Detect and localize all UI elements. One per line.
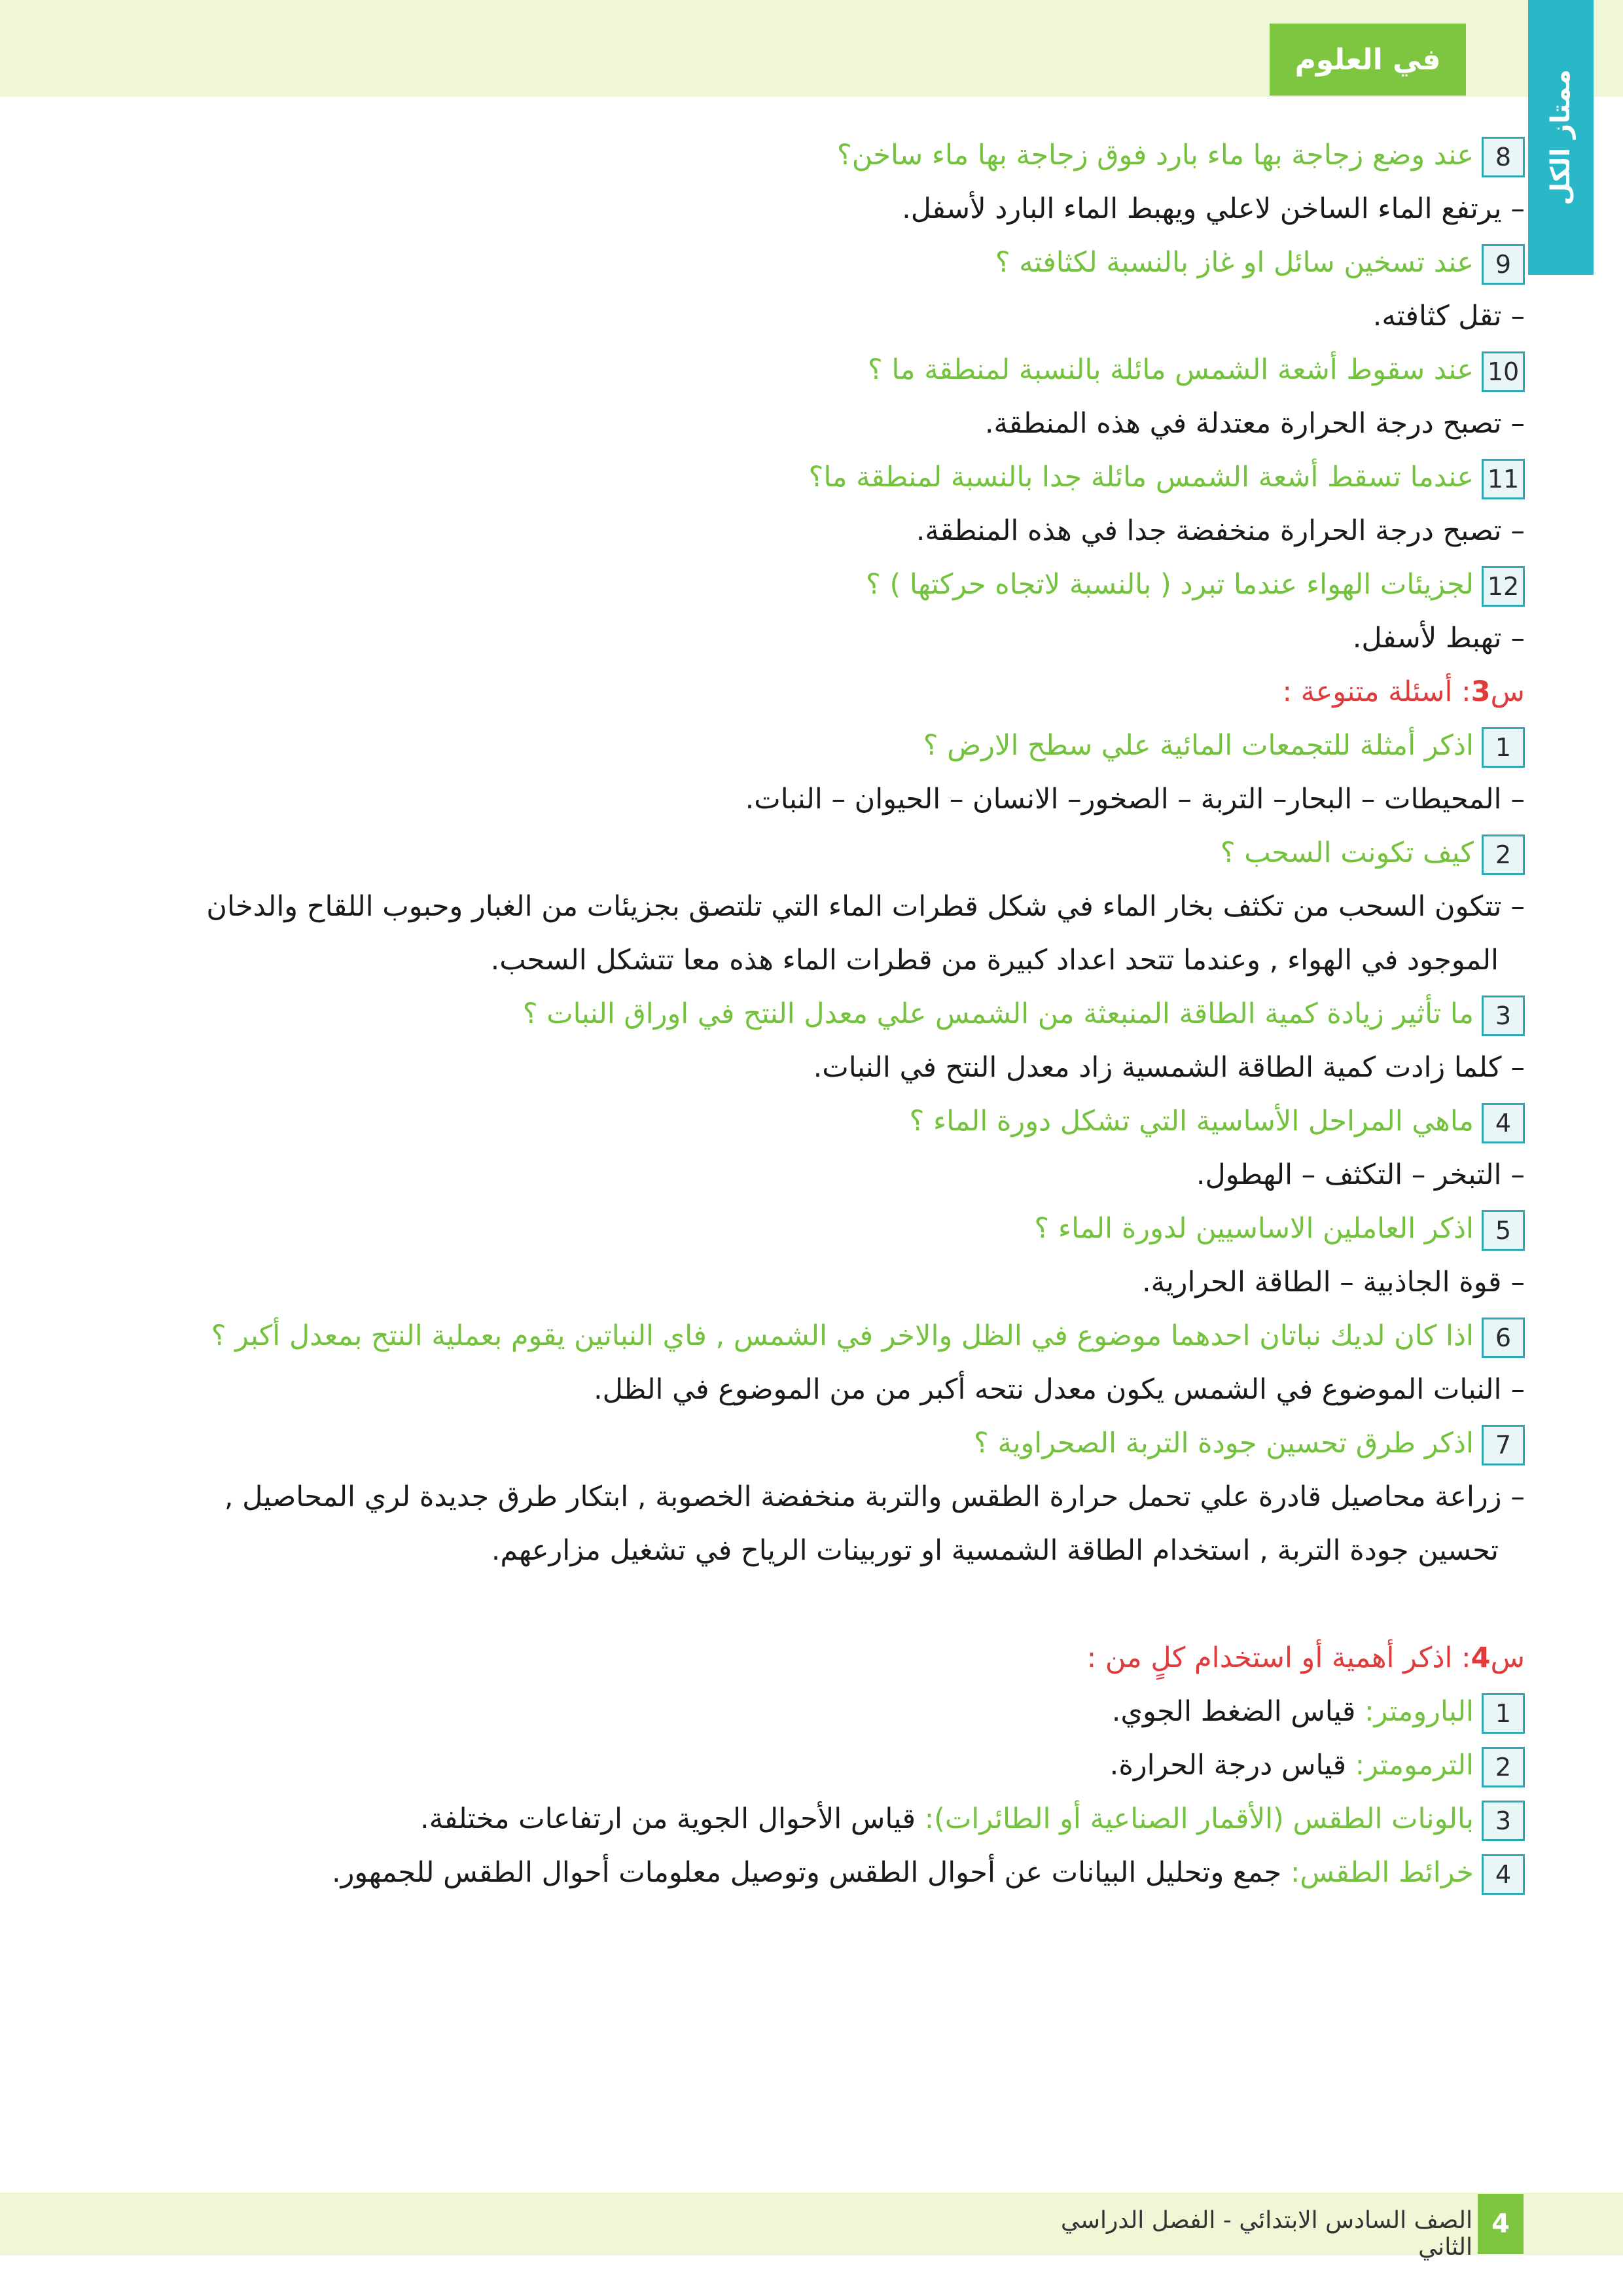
spacer — [98, 1577, 1525, 1631]
answer-line — [98, 880, 1525, 933]
answer-line — [98, 1041, 1525, 1094]
question-line — [98, 719, 1525, 772]
line-text: اذكر أمثلة للتجمعات المائية علي سطح الارض ؟ — [923, 729, 1474, 762]
answer-line — [98, 397, 1525, 450]
line-text: عند وضع زجاجة بها ماء بارد فوق زجاجة بها ماء ساخن؟ — [836, 139, 1474, 171]
definition-line — [98, 1685, 1525, 1738]
subject-tab: في العلوم — [1270, 24, 1466, 96]
line-text: ما تأثير زيادة كمية الطاقة المنبعثة من الشمس علي معدل النتح في اوراق النبات ؟ — [522, 997, 1474, 1030]
line-text: تقل كثافته. — [1372, 300, 1502, 332]
dash-marker: – — [1510, 407, 1525, 440]
line-text: كلما زادت كمية الطاقة الشمسية زاد معدل النتح في النبات. — [813, 1051, 1502, 1084]
dash-marker: – — [1510, 1373, 1525, 1406]
line-text: زراعة محاصيل قادرة علي تحمل حرارة الطقس والتربة منخفضة الخصوبة , ابتكار طرق جديدة لري المحاصيل , — [224, 1480, 1502, 1513]
question-number: 9 — [1482, 244, 1525, 285]
line-text: لجزيئات الهواء عندما تبرد ( بالنسبة لاتجاه حركتها ) ؟ — [866, 568, 1474, 601]
answer-line — [98, 1524, 1525, 1577]
section-heading — [98, 665, 1525, 719]
dash-marker: – — [1510, 514, 1525, 547]
page-content — [98, 128, 1525, 1899]
line-text: قياس درجة الحرارة. — [1109, 1749, 1355, 1782]
answer-line — [98, 1363, 1525, 1416]
question-number: 3 — [1482, 996, 1525, 1036]
answer-line — [98, 504, 1525, 558]
question-line — [98, 558, 1525, 611]
line-text: قوة الجاذبية – الطاقة الحرارية. — [1142, 1266, 1502, 1299]
question-number: 1 — [1482, 1693, 1525, 1734]
question-number: 4 — [1482, 1103, 1525, 1143]
question-number: 2 — [1482, 834, 1525, 875]
dash-marker: – — [1510, 1158, 1525, 1191]
line-text: اذا كان لديك نباتان احدهما موضوع في الظل والاخر في الشمس , فاي النباتين يقوم بعملية النتح بمعدل أكبر ؟ — [211, 1319, 1474, 1352]
question-line — [98, 450, 1525, 504]
question-number: 1 — [1482, 727, 1525, 768]
line-text: المحيطات – البحار– التربة – الصخور– الانسان – الحيوان – النبات. — [745, 783, 1502, 816]
line-text: النبات الموضوع في الشمس يكون معدل نتحه أكبر من من الموضوع في الظل. — [593, 1373, 1502, 1406]
line-text: جمع وتحليل البيانات عن أحوال الطقس وتوصيل معلومات أحوال الطقس للجمهور. — [332, 1856, 1291, 1889]
line-text: تتكون السحب من تكثف بخار الماء في شكل قطرات الماء التي تلتصق بجزيئات من الغبار وحبوب اللقاح والدخان — [206, 890, 1502, 923]
line-text: عند تسخين سائل او غاز بالنسبة لكثافته ؟ — [995, 246, 1474, 279]
question-line — [98, 1309, 1525, 1363]
line-text: عند سقوط أشعة الشمس مائلة بالنسبة لمنطقة ما ؟ — [867, 353, 1474, 386]
line-text: تصبح درجة الحرارة معتدلة في هذه المنطقة. — [984, 407, 1502, 440]
question-number: 2 — [1482, 1747, 1525, 1787]
question-line — [98, 1094, 1525, 1148]
answer-line — [98, 1148, 1525, 1202]
line-text: كيف تكونت السحب ؟ — [1220, 836, 1474, 869]
answer-line — [98, 933, 1525, 987]
question-number: 6 — [1482, 1318, 1525, 1358]
heading-prefix: س — [1490, 1641, 1525, 1674]
dash-marker: – — [1510, 783, 1525, 816]
line-text: قياس الضغط الجوي. — [1111, 1695, 1365, 1728]
line-text: تحسين جودة التربة , استخدام الطاقة الشمسية او توربينات الرياح في تشغيل مزارعهم. — [491, 1534, 1499, 1567]
line-text: اذكر طرق تحسين جودة التربة الصحراوية ؟ — [973, 1427, 1474, 1460]
question-line — [98, 987, 1525, 1041]
term-label: الترمومتر: — [1355, 1749, 1474, 1782]
line-text: تصبح درجة الحرارة منخفضة جدا في هذه المنطقة. — [916, 514, 1502, 547]
line-text: قياس الأحوال الجوية من ارتفاعات مختلفة. — [420, 1803, 925, 1835]
question-number: 5 — [1482, 1210, 1525, 1251]
line-text: : اذكر أهمية أو استخدام كلٍ من : — [1086, 1641, 1471, 1674]
question-number: 4 — [1482, 1854, 1525, 1895]
section-heading — [98, 1631, 1525, 1685]
brand-logo — [1528, 0, 1594, 275]
term-label: البارومتر: — [1364, 1695, 1474, 1728]
heading-number: 3 — [1471, 675, 1491, 708]
dash-marker: – — [1510, 622, 1525, 655]
question-line — [98, 236, 1525, 289]
answer-line — [98, 1470, 1525, 1524]
definition-line — [98, 1792, 1525, 1846]
dash-marker: – — [1510, 300, 1525, 332]
line-text: اذكر العاملين الاساسيين لدورة الماء ؟ — [1034, 1212, 1474, 1245]
dash-marker: – — [1510, 192, 1525, 225]
question-line — [98, 826, 1525, 880]
line-text: ماهي المراحل الأساسية التي تشكل دورة الماء ؟ — [909, 1105, 1474, 1138]
question-number: 8 — [1482, 137, 1525, 177]
term-label: بالونات الطقس (الأقمار الصناعية أو الطائرات): — [924, 1803, 1474, 1835]
line-text: : أسئلة متنوعة : — [1282, 675, 1471, 708]
line-text: عندما تسقط أشعة الشمس مائلة جدا بالنسبة لمنطقة ما؟ — [808, 461, 1474, 493]
line-text: تهبط لأسفل. — [1352, 622, 1502, 655]
dash-marker: – — [1510, 1266, 1525, 1299]
question-number: 3 — [1482, 1801, 1525, 1841]
question-line — [98, 128, 1525, 182]
dash-marker: – — [1510, 890, 1525, 923]
answer-line — [98, 611, 1525, 665]
page-number: 4 — [1478, 2194, 1524, 2254]
question-line — [98, 1416, 1525, 1470]
line-text: التبخر – التكثف – الهطول. — [1196, 1158, 1502, 1191]
line-text: الموجود في الهواء , وعندما تتحد اعداد كبيرة من قطرات الماء هذه معا تتشكل السحب. — [490, 944, 1499, 977]
question-line — [98, 343, 1525, 397]
brand-text: ممتاز الكل — [1546, 69, 1576, 206]
answer-line — [98, 772, 1525, 826]
footer-text: الصف السادس الابتدائي - الفصل الدراسي الثاني — [1060, 2207, 1472, 2261]
heading-number: 4 — [1471, 1641, 1491, 1674]
definition-line — [98, 1738, 1525, 1792]
question-line — [98, 1202, 1525, 1255]
answer-line — [98, 182, 1525, 236]
line-text: يرتفع الماء الساخن لاعلي ويهبط الماء البارد لأسفل. — [902, 192, 1502, 225]
dash-marker: – — [1510, 1051, 1525, 1084]
question-number: 10 — [1482, 351, 1525, 392]
heading-prefix: س — [1490, 675, 1525, 708]
answer-line — [98, 1255, 1525, 1309]
question-number: 7 — [1482, 1425, 1525, 1465]
answer-line — [98, 289, 1525, 343]
term-label: خرائط الطقس: — [1290, 1856, 1474, 1889]
question-number: 11 — [1482, 459, 1525, 499]
dash-marker: – — [1510, 1480, 1525, 1513]
definition-line — [98, 1846, 1525, 1899]
question-number: 12 — [1482, 566, 1525, 607]
